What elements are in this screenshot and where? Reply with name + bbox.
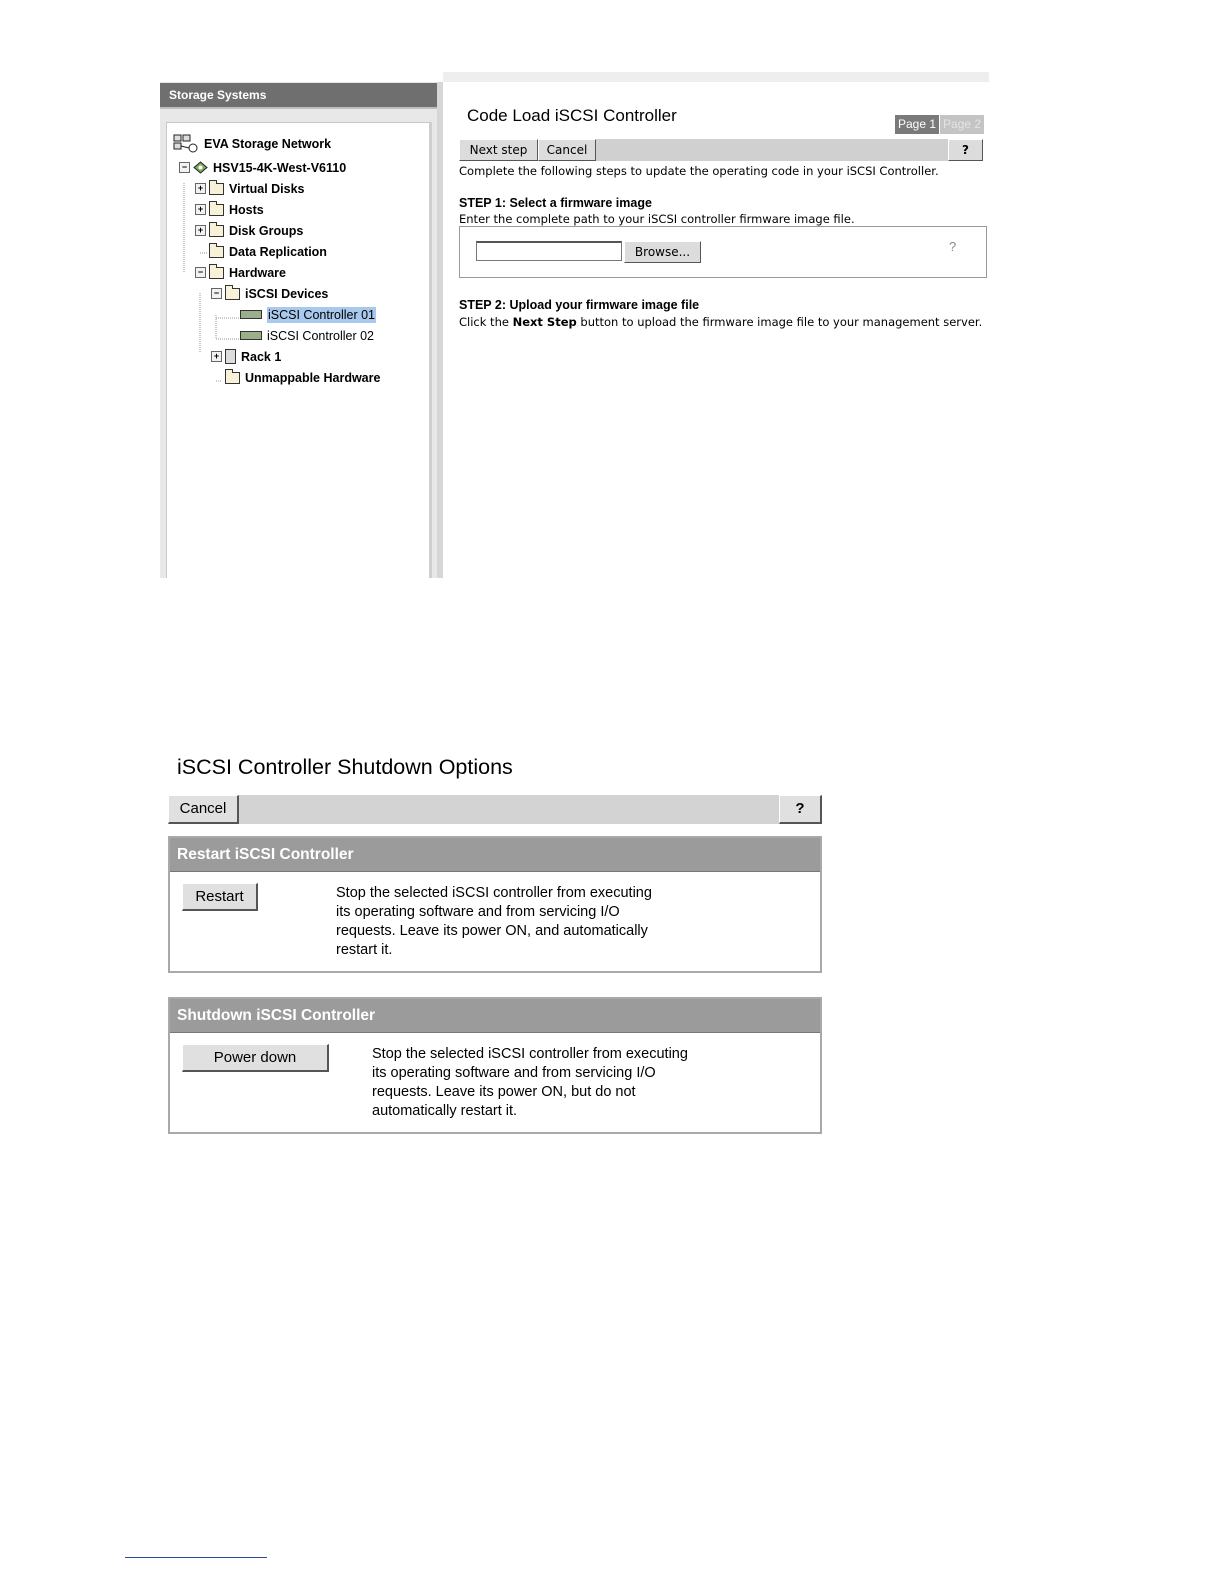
open-folder-icon — [225, 288, 240, 300]
code-load-content — [443, 82, 989, 578]
firmware-path-input[interactable] — [476, 241, 622, 261]
cancel-button[interactable]: Cancel — [168, 795, 239, 824]
tree-label: Unmappable Hardware — [245, 370, 381, 385]
help-button[interactable]: ? — [779, 795, 822, 824]
tree-label-selected: iSCSI Controller 01 — [268, 307, 375, 322]
step1-description: Enter the complete path to your iSCSI controller firmware image file. — [459, 212, 855, 226]
description-line: restart it. — [336, 942, 393, 958]
description-line: Stop the selected iSCSI controller from executing — [372, 1046, 688, 1062]
storage-systems-panel — [160, 82, 443, 578]
tree-label: HSV15-4K-West-V6110 — [213, 160, 347, 175]
folder-icon — [225, 372, 240, 384]
page-title: iSCSI Controller Shutdown Options — [177, 755, 513, 779]
next-step-button[interactable]: Next step — [459, 139, 538, 161]
description-line: automatically restart it. — [372, 1103, 518, 1119]
tree-node-iscsi-devices[interactable] — [211, 285, 328, 302]
tree-node-rack[interactable] — [211, 348, 281, 365]
storage-system-icon — [193, 161, 208, 174]
tree-label: iSCSI Controller 02 — [267, 328, 374, 343]
folder-icon — [209, 246, 224, 258]
tree-label: Rack 1 — [241, 349, 282, 364]
panel-header: Storage Systems — [160, 83, 437, 107]
step2-desc-suffix: button to upload the firmware image file to your management server. — [576, 315, 983, 329]
tree-node-disk-groups[interactable] — [195, 222, 303, 239]
navigation-tree — [166, 122, 432, 578]
shutdown-panel — [168, 997, 822, 1134]
step2-description — [459, 315, 982, 329]
collapse-icon[interactable]: − — [211, 288, 222, 299]
power-down-description — [372, 1045, 752, 1121]
tree-node-controller-01[interactable] — [240, 306, 376, 323]
tree-node-controller-02[interactable] — [240, 327, 374, 344]
tree-node-hardware[interactable] — [195, 264, 286, 281]
controller-icon — [240, 310, 262, 319]
description-line: Stop the selected iSCSI controller from executing — [336, 885, 652, 901]
tree-label: Virtual Disks — [229, 181, 305, 196]
description-line: requests. Leave its power ON, but do not — [372, 1084, 636, 1100]
top-strip — [443, 72, 989, 82]
tree-label: Data Replication — [229, 244, 327, 259]
help-button[interactable]: ? — [948, 139, 983, 161]
help-icon[interactable]: ? — [949, 239, 957, 254]
toolbar — [168, 795, 822, 824]
browse-button[interactable]: Browse... — [624, 241, 701, 263]
rack-icon — [225, 349, 236, 364]
tree-node-unmappable[interactable] — [225, 369, 380, 386]
expand-icon[interactable]: + — [195, 204, 206, 215]
description-line: its operating software and from servicing I/O — [372, 1065, 656, 1081]
open-folder-icon — [209, 267, 224, 279]
tree-label: Hosts — [229, 202, 264, 217]
step2-title: STEP 2: Upload your firmware image file — [459, 298, 700, 312]
collapse-icon[interactable]: − — [195, 267, 206, 278]
header-separator — [160, 107, 437, 109]
tree-label: EVA Storage Network — [204, 137, 332, 151]
toolbar — [459, 139, 983, 161]
page-1-indicator[interactable]: Page 1 — [895, 115, 939, 134]
shutdown-panel-header: Shutdown iSCSI Controller — [170, 999, 820, 1033]
restart-description — [336, 884, 716, 960]
cancel-button[interactable]: Cancel — [538, 139, 596, 161]
storage-network-icon — [173, 134, 199, 154]
power-down-button[interactable]: Power down — [182, 1044, 329, 1072]
folder-icon — [209, 225, 224, 237]
tree-node-network[interactable] — [173, 134, 331, 154]
tree-node-hosts[interactable] — [195, 201, 264, 218]
description-line: requests. Leave its power ON, and automatically — [336, 923, 648, 939]
step1-title: STEP 1: Select a firmware image — [459, 196, 652, 210]
folder-icon — [209, 204, 224, 216]
step2-desc-prefix: Click the — [459, 315, 513, 329]
tree-node-data-replication[interactable] — [209, 243, 327, 260]
pager — [895, 115, 984, 134]
intro-text: Complete the following steps to update the operating code in your iSCSI Controller. — [459, 164, 939, 178]
footnote-rule — [125, 1557, 267, 1558]
shutdown-options-screenshot — [165, 745, 827, 1145]
restart-panel — [168, 836, 822, 973]
tree-label: Disk Groups — [229, 223, 304, 238]
expand-icon[interactable]: + — [211, 351, 222, 362]
description-line: its operating software and from servicing I/O — [336, 904, 620, 920]
tree-label: iSCSI Devices — [245, 286, 329, 301]
expand-icon[interactable]: + — [195, 225, 206, 236]
expand-icon[interactable]: + — [195, 183, 206, 194]
tree-label: Hardware — [229, 265, 286, 280]
restart-panel-header: Restart iSCSI Controller — [170, 838, 820, 872]
step2-desc-bold: Next Step — [512, 315, 577, 329]
tree-node-virtual-disks[interactable] — [195, 180, 305, 197]
folder-icon — [209, 183, 224, 195]
restart-button[interactable]: Restart — [182, 883, 258, 911]
code-load-screenshot — [160, 72, 989, 578]
page-2-indicator[interactable]: Page 2 — [940, 115, 984, 134]
tree-node-system[interactable] — [179, 159, 346, 176]
page-title: Code Load iSCSI Controller — [467, 106, 677, 125]
collapse-icon[interactable]: − — [179, 162, 190, 173]
firmware-select-box — [459, 226, 987, 278]
controller-icon — [240, 331, 262, 340]
